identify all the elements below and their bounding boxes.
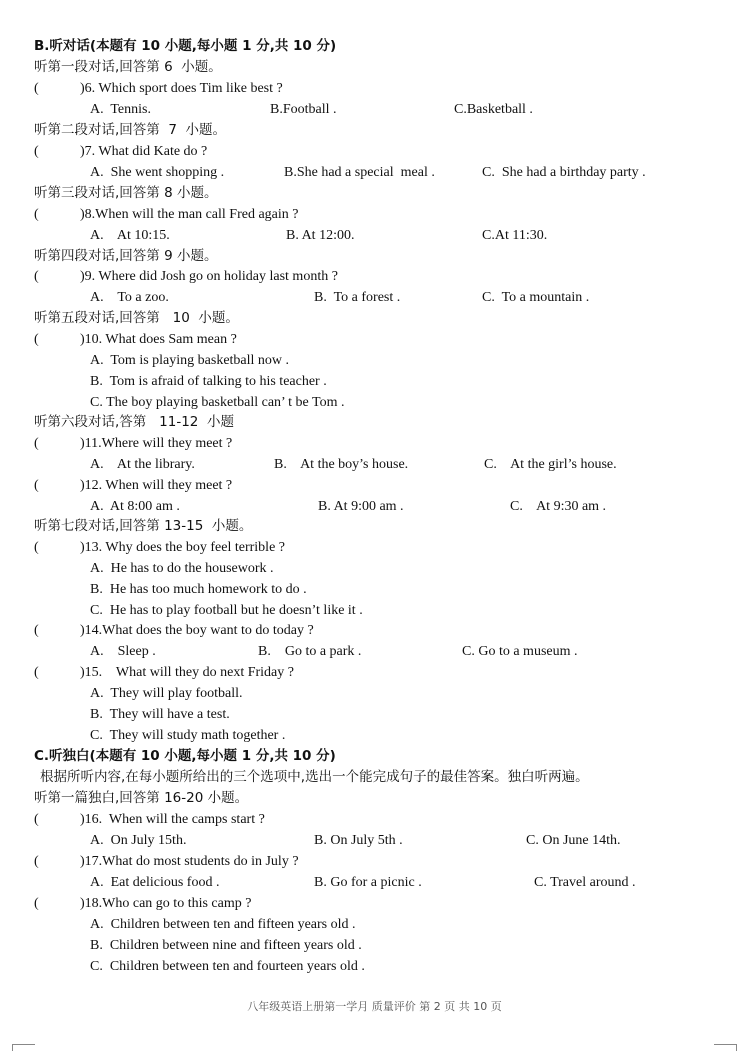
question-text: )16. When will the camps start ? xyxy=(80,812,265,827)
question-text: )11.Where will they meet ? xyxy=(80,436,233,451)
question-6 xyxy=(0,78,749,99)
question-18-option-c xyxy=(0,956,749,977)
question-10-option-c xyxy=(0,392,749,413)
option-b: B. At the boy’s house. xyxy=(274,457,409,472)
answer-paren: ( xyxy=(34,812,39,827)
question-18-option-a xyxy=(0,914,749,935)
question-10-option-a xyxy=(0,350,749,371)
question-9-options xyxy=(0,287,749,308)
question-15-option-a xyxy=(0,683,749,704)
dialogue-6-instruction xyxy=(0,412,749,433)
section-c-instruction xyxy=(0,767,749,788)
option-b: B.Football . xyxy=(270,102,337,117)
question-7-options xyxy=(0,162,749,183)
page-footer: 八年级英语上册第一学月 质量评价 第 2 页 共 10 页 xyxy=(247,1000,502,1013)
option-c: C. On June 14th. xyxy=(526,833,621,848)
question-11-options xyxy=(0,454,749,475)
option-c: C. Children between ten and fourteen years old . xyxy=(90,959,365,974)
question-text: )8.When will the man call Fred again ? xyxy=(80,207,299,222)
option-b: B. At 12:00. xyxy=(286,228,355,243)
instruction-text: 听第二段对话,回答第 7 小题。 xyxy=(34,122,227,138)
option-c: C. To a mountain . xyxy=(482,290,590,305)
question-17-options xyxy=(0,872,749,893)
section-c-heading xyxy=(0,746,749,767)
dialogue-5-instruction xyxy=(0,308,749,329)
answer-paren: ( xyxy=(34,332,39,347)
option-b: B.She had a special meal . xyxy=(284,165,435,180)
crop-mark-left xyxy=(12,1044,35,1051)
option-c: C.Basketball . xyxy=(454,102,533,117)
dialogue-1-instruction xyxy=(0,57,749,78)
answer-paren: ( xyxy=(34,478,39,493)
option-a: A. To a zoo. xyxy=(90,290,169,305)
answer-paren: ( xyxy=(34,144,39,159)
question-text: )10. What does Sam mean ? xyxy=(80,332,237,347)
question-text: )14.What does the boy want to do today ? xyxy=(80,623,314,638)
question-15-option-c xyxy=(0,725,749,746)
question-13-option-c xyxy=(0,600,749,621)
question-18-option-b xyxy=(0,935,749,956)
option-c: C. At 9:30 am . xyxy=(510,499,607,514)
answer-paren: ( xyxy=(34,665,39,680)
option-a: A. Children between ten and fifteen years old . xyxy=(90,917,356,932)
answer-paren: ( xyxy=(34,436,39,451)
question-14-options xyxy=(0,641,749,662)
question-8 xyxy=(0,204,749,225)
question-text: )13. Why does the boy feel terrible ? xyxy=(80,540,286,555)
instruction-text: 听第一段对话,回答第 6 小题。 xyxy=(34,59,222,75)
monologue-1-instruction xyxy=(0,788,749,809)
section-c-heading-text: C.听独白(本题有 10 小题,每小题 1 分,共 10 分) xyxy=(34,748,336,764)
option-a: A. They will play football. xyxy=(90,686,243,701)
option-a: A. At the library. xyxy=(90,457,195,472)
question-15-option-b xyxy=(0,704,749,725)
question-6-options xyxy=(0,99,749,120)
question-8-options xyxy=(0,225,749,246)
question-18 xyxy=(0,893,749,914)
answer-paren: ( xyxy=(34,540,39,555)
option-a: A. At 8:00 am . xyxy=(90,499,180,514)
option-c: C. At the girl’s house. xyxy=(484,457,617,472)
instruction-text: 听第七段对话,回答第 13-15 小题。 xyxy=(34,518,253,534)
question-10-option-b xyxy=(0,371,749,392)
question-16 xyxy=(0,809,749,830)
option-b: B. He has too much homework to do . xyxy=(90,582,307,597)
dialogue-7-instruction xyxy=(0,516,749,537)
answer-paren: ( xyxy=(34,269,39,284)
option-a: A. Eat delicious food . xyxy=(90,875,220,890)
section-b-heading xyxy=(0,36,749,57)
question-10 xyxy=(0,329,749,350)
crop-mark-right xyxy=(714,1044,737,1051)
instruction-text: 听第六段对话,答第 11-12 小题 xyxy=(34,414,234,430)
question-7 xyxy=(0,141,749,162)
option-b: B. On July 5th . xyxy=(314,833,403,848)
option-c: C. He has to play football but he doesn’t like it . xyxy=(90,603,363,618)
option-c: C. The boy playing basketball can’ t be Tom . xyxy=(90,395,345,410)
option-a: A. On July 15th. xyxy=(90,833,187,848)
option-b: B. Go for a picnic . xyxy=(314,875,422,890)
question-11 xyxy=(0,433,749,454)
question-text: )6. Which sport does Tim like best ? xyxy=(80,81,283,96)
answer-paren: ( xyxy=(34,896,39,911)
instruction-text: 听第三段对话,回答第 8 小题。 xyxy=(34,185,218,201)
question-text: )9. Where did Josh go on holiday last month ? xyxy=(80,269,338,284)
option-c: C.At 11:30. xyxy=(482,228,548,243)
option-c: C. Travel around . xyxy=(534,875,636,890)
option-b: B. Tom is afraid of talking to his teacher . xyxy=(90,374,327,389)
question-12-options xyxy=(0,496,749,517)
option-c: C. She had a birthday party . xyxy=(482,165,646,180)
option-a: A. Tom is playing basketball now . xyxy=(90,353,290,368)
option-a: A. She went shopping . xyxy=(90,165,225,180)
instruction-text: 听第一篇独白,回答第 16-20 小题。 xyxy=(34,790,249,806)
question-13-option-b xyxy=(0,579,749,600)
option-a: A. Sleep . xyxy=(90,644,156,659)
answer-paren: ( xyxy=(34,81,39,96)
question-text: )17.What do most students do in July ? xyxy=(80,854,299,869)
option-b: B. They will have a test. xyxy=(90,707,230,722)
dialogue-3-instruction xyxy=(0,183,749,204)
question-13-option-a xyxy=(0,558,749,579)
question-16-options xyxy=(0,830,749,851)
instruction-text: 听第四段对话,回答第 9 小题。 xyxy=(34,248,218,264)
option-b: B. Children between nine and fifteen years old . xyxy=(90,938,362,953)
option-b: B. To a forest . xyxy=(314,290,401,305)
question-text: )15. What will they do next Friday ? xyxy=(80,665,294,680)
option-b: B. Go to a park . xyxy=(258,644,362,659)
question-12 xyxy=(0,475,749,496)
question-text: )12. When will they meet ? xyxy=(80,478,233,493)
instruction-text: 听第五段对话,回答第 10 小题。 xyxy=(34,310,239,326)
question-text: )18.Who can go to this camp ? xyxy=(80,896,252,911)
section-b-heading-text: B.听对话(本题有 10 小题,每小题 1 分,共 10 分) xyxy=(34,38,337,54)
option-c: C. Go to a museum . xyxy=(462,644,578,659)
question-17 xyxy=(0,851,749,872)
option-b: B. At 9:00 am . xyxy=(318,499,404,514)
option-a: A. At 10:15. xyxy=(90,228,170,243)
option-a: A. He has to do the housework . xyxy=(90,561,274,576)
question-9 xyxy=(0,266,749,287)
option-a: A. Tennis. xyxy=(90,102,151,117)
question-14 xyxy=(0,620,749,641)
answer-paren: ( xyxy=(34,623,39,638)
option-c: C. They will study math together . xyxy=(90,728,286,743)
question-15 xyxy=(0,662,749,683)
answer-paren: ( xyxy=(34,854,39,869)
dialogue-4-instruction xyxy=(0,246,749,267)
answer-paren: ( xyxy=(34,207,39,222)
question-text: )7. What did Kate do ? xyxy=(80,144,208,159)
question-13 xyxy=(0,537,749,558)
dialogue-2-instruction xyxy=(0,120,749,141)
instruction-text: 根据所听内容,在每小题所给出的三个选项中,选出一个能完成句子的最佳答案。独白听两遍。 xyxy=(40,769,589,785)
